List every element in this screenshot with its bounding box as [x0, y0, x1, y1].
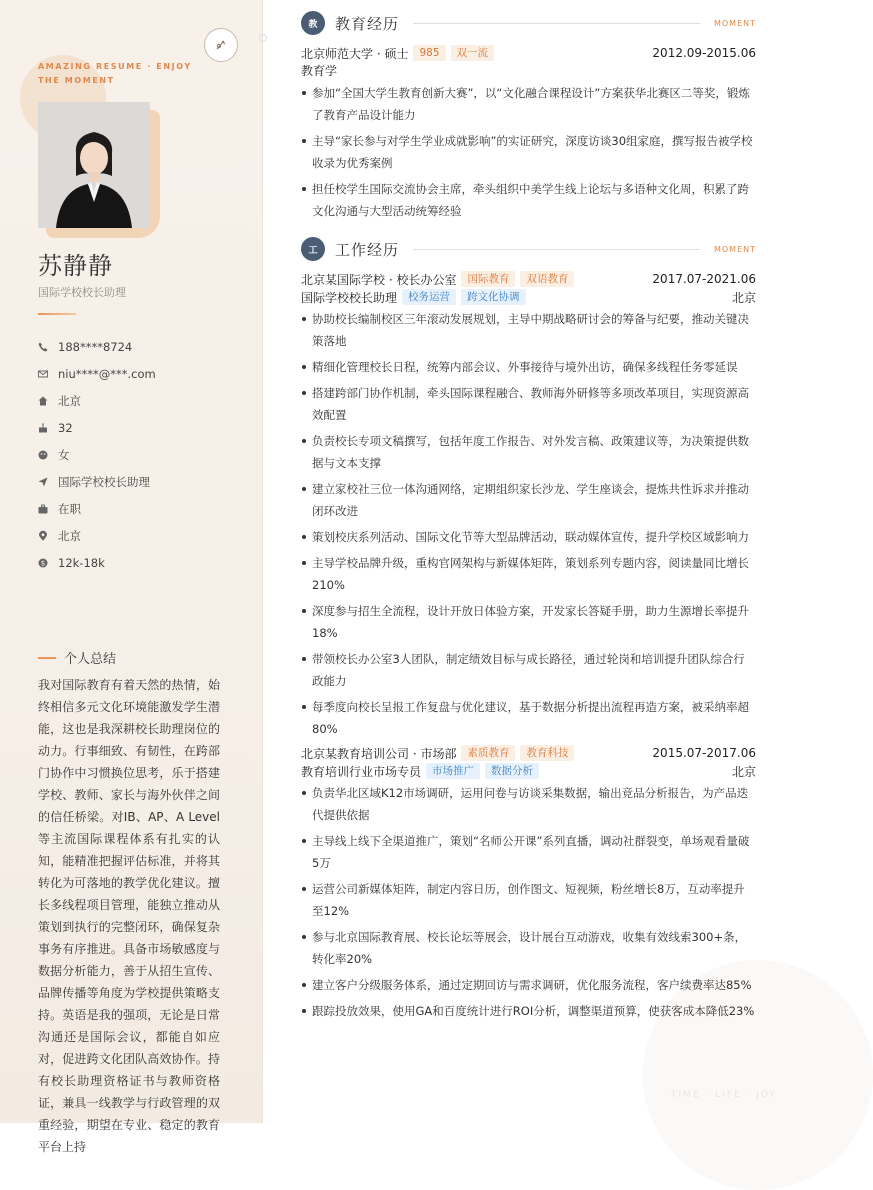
list-item: 参加“全国大学生教育创新大赛”，以“文化融合课程设计”方案获华北赛区二等奖，锻炼了教育产品设计能力 [301, 82, 756, 126]
job-entry [301, 744, 756, 1022]
phone-icon [38, 342, 58, 352]
school-tag: 双一流 [451, 45, 495, 61]
contact-target-role: 国际学校校长助理 [38, 468, 248, 495]
job-period: 2017.07-2021.06 [652, 272, 756, 286]
company-name: 北京某教育培训公司 · 市场部 [301, 746, 457, 761]
role-tag: 跨文化协调 [461, 289, 526, 305]
mail-icon [38, 369, 58, 379]
list-item: 参与北京国际教育展、校长论坛等展会，设计展台互动游戏，收集有效线索300+条，转化率20% [301, 926, 756, 970]
salary-icon [38, 558, 58, 568]
gender-icon [38, 450, 58, 460]
section-title: 工作经历 [335, 240, 400, 259]
job-bullets [301, 308, 756, 740]
contact-list [38, 333, 248, 576]
contact-email: niu****@***.com [38, 360, 248, 387]
job-city: 北京 [731, 290, 756, 305]
role-tag: 数据分析 [485, 763, 539, 779]
list-item: 建立客户分级服务体系，通过定期回访与需求调研，优化服务流程，客户续费率达85% [301, 974, 756, 996]
avatar [38, 102, 150, 228]
home-icon [38, 396, 58, 406]
svg-text:$: $ [40, 558, 46, 567]
school-name: 北京师范大学 · 硕士 [301, 46, 409, 61]
divider [413, 249, 700, 250]
work-section [301, 236, 756, 1022]
section-header [301, 10, 756, 36]
section-badge: 工 [301, 237, 325, 261]
heading-accent-bar [38, 657, 56, 659]
list-item: 搭建跨部门协作机制，牵头国际课程融合、教师海外研修等多项改革项目，实现资源高效配置 [301, 382, 756, 426]
summary-text: 我对国际教育有着天然的热情，始终相信多元文化环境能激发学生潜能，这也是我深耕校长助理岗位的动力。行事细致、有韧性，在跨部门协作中习惯换位思考，乐于搭建学校、教师、家长与海外伙伴之间的信任桥梁。对IB、AP、A Level等主流国际课程体系有扎实的认知，能精准把握评估标准，并将其转化为可落地的教学优化建议。擅长多线程项目管理，能独立推动从策划到执行的完整闭环，确保复杂事务有序推进。具备市场敏感度与数据分析能力，善于从招生宣传、品牌传播等角度为学校提供策略支持。英语是我的强项，无论是日常沟通还是国际会议，都能自如应对，促进跨文化团队高效协作。持有校长助理资格证书与教师资格证，兼具一线教学与行政管理的双重经验，期望在专业、稳定的教育平台上持 [38, 678, 220, 1154]
school-tag: 985 [413, 45, 445, 61]
section-tag: MOMENT [713, 18, 756, 28]
list-item: 带领校长办公室3人团队，制定绩效目标与成长路径，通过轮岗和培训提升团队综合行政能力 [301, 648, 756, 692]
divider [413, 23, 700, 24]
resume-tagline: AMAZING RESUME · ENJOY THE MOMENT [38, 62, 192, 85]
job-period: 2015.07-2017.06 [652, 746, 756, 760]
role-tag: 市场推广 [426, 763, 480, 779]
job-role-row [301, 762, 756, 780]
section-title: 教育经历 [335, 14, 400, 33]
education-entry-header [301, 44, 756, 62]
contact-gender: 女 [38, 441, 248, 468]
list-item: 每季度向校长呈报工作复盘与优化建议，基于数据分析提出流程再造方案，被采纳率超80% [301, 696, 756, 740]
signature-pen-icon [204, 28, 238, 62]
divider [38, 313, 76, 315]
job-header [301, 744, 756, 762]
briefcase-icon [38, 504, 58, 514]
contact-location: 北京 [38, 522, 248, 549]
role-tag: 校务运营 [402, 289, 456, 305]
sidebar [0, 0, 263, 1154]
list-item: 跟踪投放效果，使用GA和百度统计进行ROI分析，调整渠道预算，使获客成本降低23% [301, 1000, 756, 1022]
job-role: 教育培训行业市场专员 [301, 764, 422, 779]
decorative-ring [259, 34, 267, 42]
contact-hometown: 北京 [38, 387, 248, 414]
list-item: 协助校长编制校区三年滚动发展规划，主导中期战略研讨会的筹备与纪要，推动关键决策落地 [301, 308, 756, 352]
list-item: 担任校学生国际交流协会主席，牵头组织中美学生线上论坛与多语种文化周，积累了跨文化沟通与大型活动统筹经验 [301, 178, 756, 222]
job-role: 国际学校校长助理 [301, 290, 398, 305]
candidate-name: 苏静静 [38, 252, 113, 280]
cake-icon [38, 423, 58, 433]
section-tag: MOMENT [713, 244, 756, 254]
list-item: 负责华北区域K12市场调研，运用问卷与访谈采集数据，输出竞品分析报告，为产品迭代提供依据 [301, 782, 756, 826]
education-bullets [301, 82, 756, 222]
list-item: 运营公司新媒体矩阵，制定内容日历，创作图文、短视频，粉丝增长8万，互动率提升至12% [301, 878, 756, 922]
summary-heading: 个人总结 [38, 648, 116, 667]
company-tag: 国际教育 [461, 271, 515, 287]
list-item: 策划校庆系列活动、国际文化节等大型品牌活动，联动媒体宣传，提升学校区域影响力 [301, 526, 756, 548]
job-role-row [301, 288, 756, 306]
list-item: 主导线上线下全渠道推广，策划“名师公开课”系列直播，调动社群裂变，单场观看量破5万 [301, 830, 756, 874]
location-icon [38, 531, 58, 541]
education-section [301, 10, 756, 222]
decorative-footer-text: TIME · LIFE · JOY [671, 1090, 778, 1100]
section-badge: 教 [301, 11, 325, 35]
company-tag: 教育科技 [520, 745, 574, 761]
company-tag: 素质教育 [461, 745, 515, 761]
main-content [263, 0, 794, 1123]
company-name: 北京某国际学校 · 校长办公室 [301, 272, 457, 287]
contact-age: 32 [38, 414, 248, 441]
send-icon [38, 477, 58, 487]
list-item: 主导学校品牌升级，重构官网架构与新媒体矩阵，策划系列专题内容，阅读量同比增长210% [301, 552, 756, 596]
list-item: 负责校长专项文稿撰写，包括年度工作报告、对外发言稿、政策建议等，为决策提供数据与文本支撑 [301, 430, 756, 474]
education-major: 教育学 [301, 64, 338, 78]
job-entry [301, 270, 756, 740]
contact-phone: 188****8724 [38, 333, 248, 360]
list-item: 建立家校社三位一体沟通网络，定期组织家长沙龙、学生座谈会，提炼共性诉求并推动闭环改进 [301, 478, 756, 522]
contact-status: 在职 [38, 495, 248, 522]
job-city: 北京 [731, 764, 756, 779]
job-header [301, 270, 756, 288]
list-item: 精细化管理校长日程，统筹内部会议、外事接待与境外出访，确保多线程任务零延误 [301, 356, 756, 378]
list-item: 深度参与招生全流程，设计开放日体验方案，开发家长答疑手册，助力生源增长率提升18% [301, 600, 756, 644]
candidate-title: 国际学校校长助理 [38, 286, 126, 299]
section-header [301, 236, 756, 262]
list-item: 主导“家长参与对学生学业成就影响”的实证研究，深度访谈30组家庭，撰写报告被学校收录为优秀案例 [301, 130, 756, 174]
job-bullets [301, 782, 756, 1022]
company-tag: 双语教育 [520, 271, 574, 287]
education-period: 2012.09-2015.06 [652, 46, 756, 60]
contact-salary: $ 12k-18k [38, 549, 248, 576]
